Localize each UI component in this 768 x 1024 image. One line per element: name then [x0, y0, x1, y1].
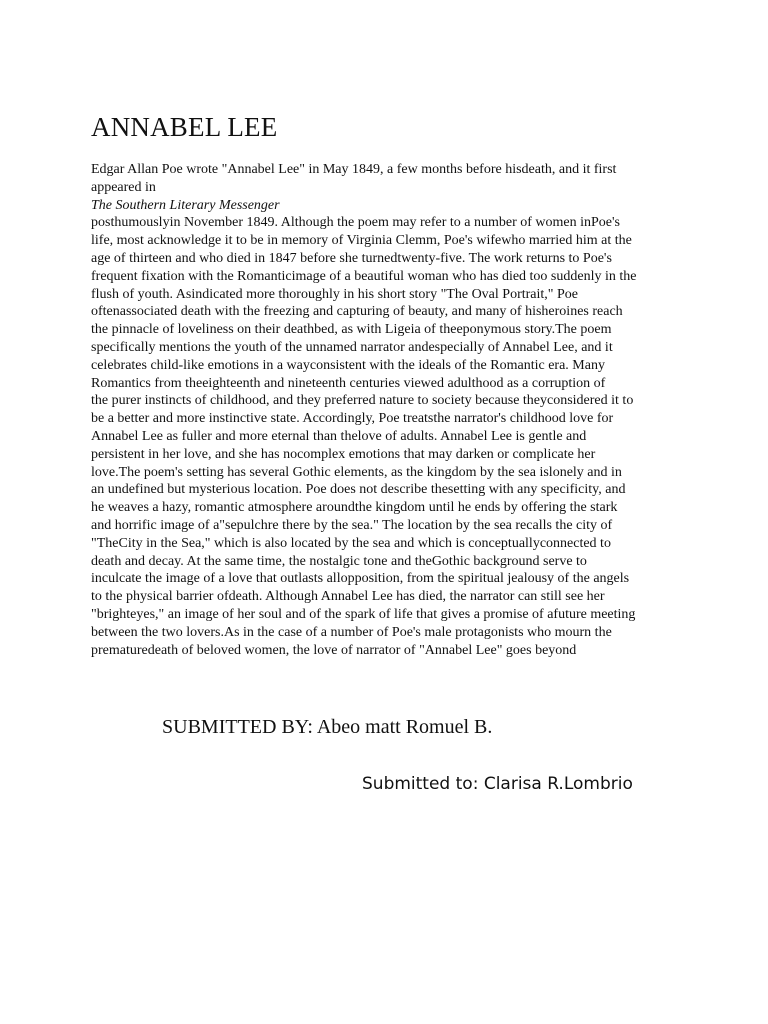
body-line: between the two lovers.As in the case of a number of Poe's male protagonists who mourn the: [91, 624, 612, 640]
body-line: frequent fixation with the Romanticimage of a beautiful woman who has died too suddenly in the: [91, 268, 637, 284]
body-line: Annabel Lee as fuller and more eternal than thelove of adults. Annabel Lee is gentle and: [91, 428, 587, 444]
body-line: Romantics from theeighteenth and nineteenth centuries viewed adulthood as a corruption of: [91, 375, 606, 391]
body-line: be a better and more instinctive state. Accordingly, Poe treatsthe narrator's childhood love for: [91, 411, 614, 427]
body-line: an undefined but mysterious location. Poe does not describe thesetting with any specificity, and: [91, 482, 626, 498]
publication-name: The Southern Literary Messenger: [91, 197, 280, 213]
body-line: celebrates child-like emotions in a wayconsistent with the ideals of the Romantic era. Many: [91, 357, 605, 373]
body-line: the purer instincts of childhood, and they preferred nature to society because theyconsidered it to: [91, 393, 634, 409]
body-line: and horrific image of a"sepulchre there by the sea." The location by the sea recalls the city of: [91, 517, 613, 533]
body-line: inculcate the image of a love that outlasts allopposition, from the spiritual jealousy of the angels: [91, 571, 630, 587]
submitted-to-line: Submitted to: Clarisa R.Lombrio: [362, 774, 633, 794]
body-line: Edgar Allan Poe wrote "Annabel Lee" in May 1849, a few months before hisdeath, and it first: [91, 162, 617, 177]
submitted-by-line: SUBMITTED BY: Abeo matt Romuel B.: [162, 716, 493, 738]
body-line: specifically mentions the youth of the unnamed narrator andespecially of Annabel Lee, and it: [91, 339, 613, 355]
body-line: the pinnacle of loveliness on their deathbed, as with Ligeia of theeponymous story.The poem: [91, 322, 612, 338]
body-line: to the physical barrier ofdeath. Although Annabel Lee has died, the narrator can still see her: [91, 589, 605, 605]
body-line: death and decay. At the same time, the nostalgic tone and theGothic background serve to: [91, 553, 587, 569]
body-line: oftenassociated death with the freezing and capturing of beauty, and many of hisheroines reach: [91, 304, 623, 320]
body-line: "TheCity in the Sea," which is also located by the sea and which is conceptuallyconnected to: [91, 535, 611, 551]
document-title: ANNABEL LEE: [91, 112, 278, 142]
body-line: age of thirteen and who died in 1847 before she turnedtwenty-five. The work returns to Poe's: [91, 250, 612, 266]
body-line: appeared in: [91, 179, 156, 195]
body-line: love.The poem's setting has several Gothic elements, as the kingdom by the sea islonely and in: [91, 464, 622, 480]
body-line: "brighteyes," an image of her soul and of the spark of life that gives a promise of afuture meeting: [91, 606, 636, 622]
body-line: he weaves a hazy, romantic atmosphere aroundthe kingdom until he ends by offering the stark: [91, 500, 618, 516]
body-line: flush of youth. Asindicated more thoroughly in his short story "The Oval Portrait," Poe: [91, 286, 578, 302]
body-line: prematuredeath of beloved women, the love of narrator of "Annabel Lee" goes beyond: [91, 642, 577, 658]
body-line: persistent in her love, and she has nocomplex emotions that may darken or complicate her: [91, 446, 596, 462]
essay-body: [91, 161, 691, 659]
body-line: posthumouslyin November 1849. Although the poem may refer to a number of women inPoe's: [91, 215, 620, 231]
body-line: life, most acknowledge it to be in memory of Virginia Clemm, Poe's wifewho married him at the: [91, 233, 632, 249]
